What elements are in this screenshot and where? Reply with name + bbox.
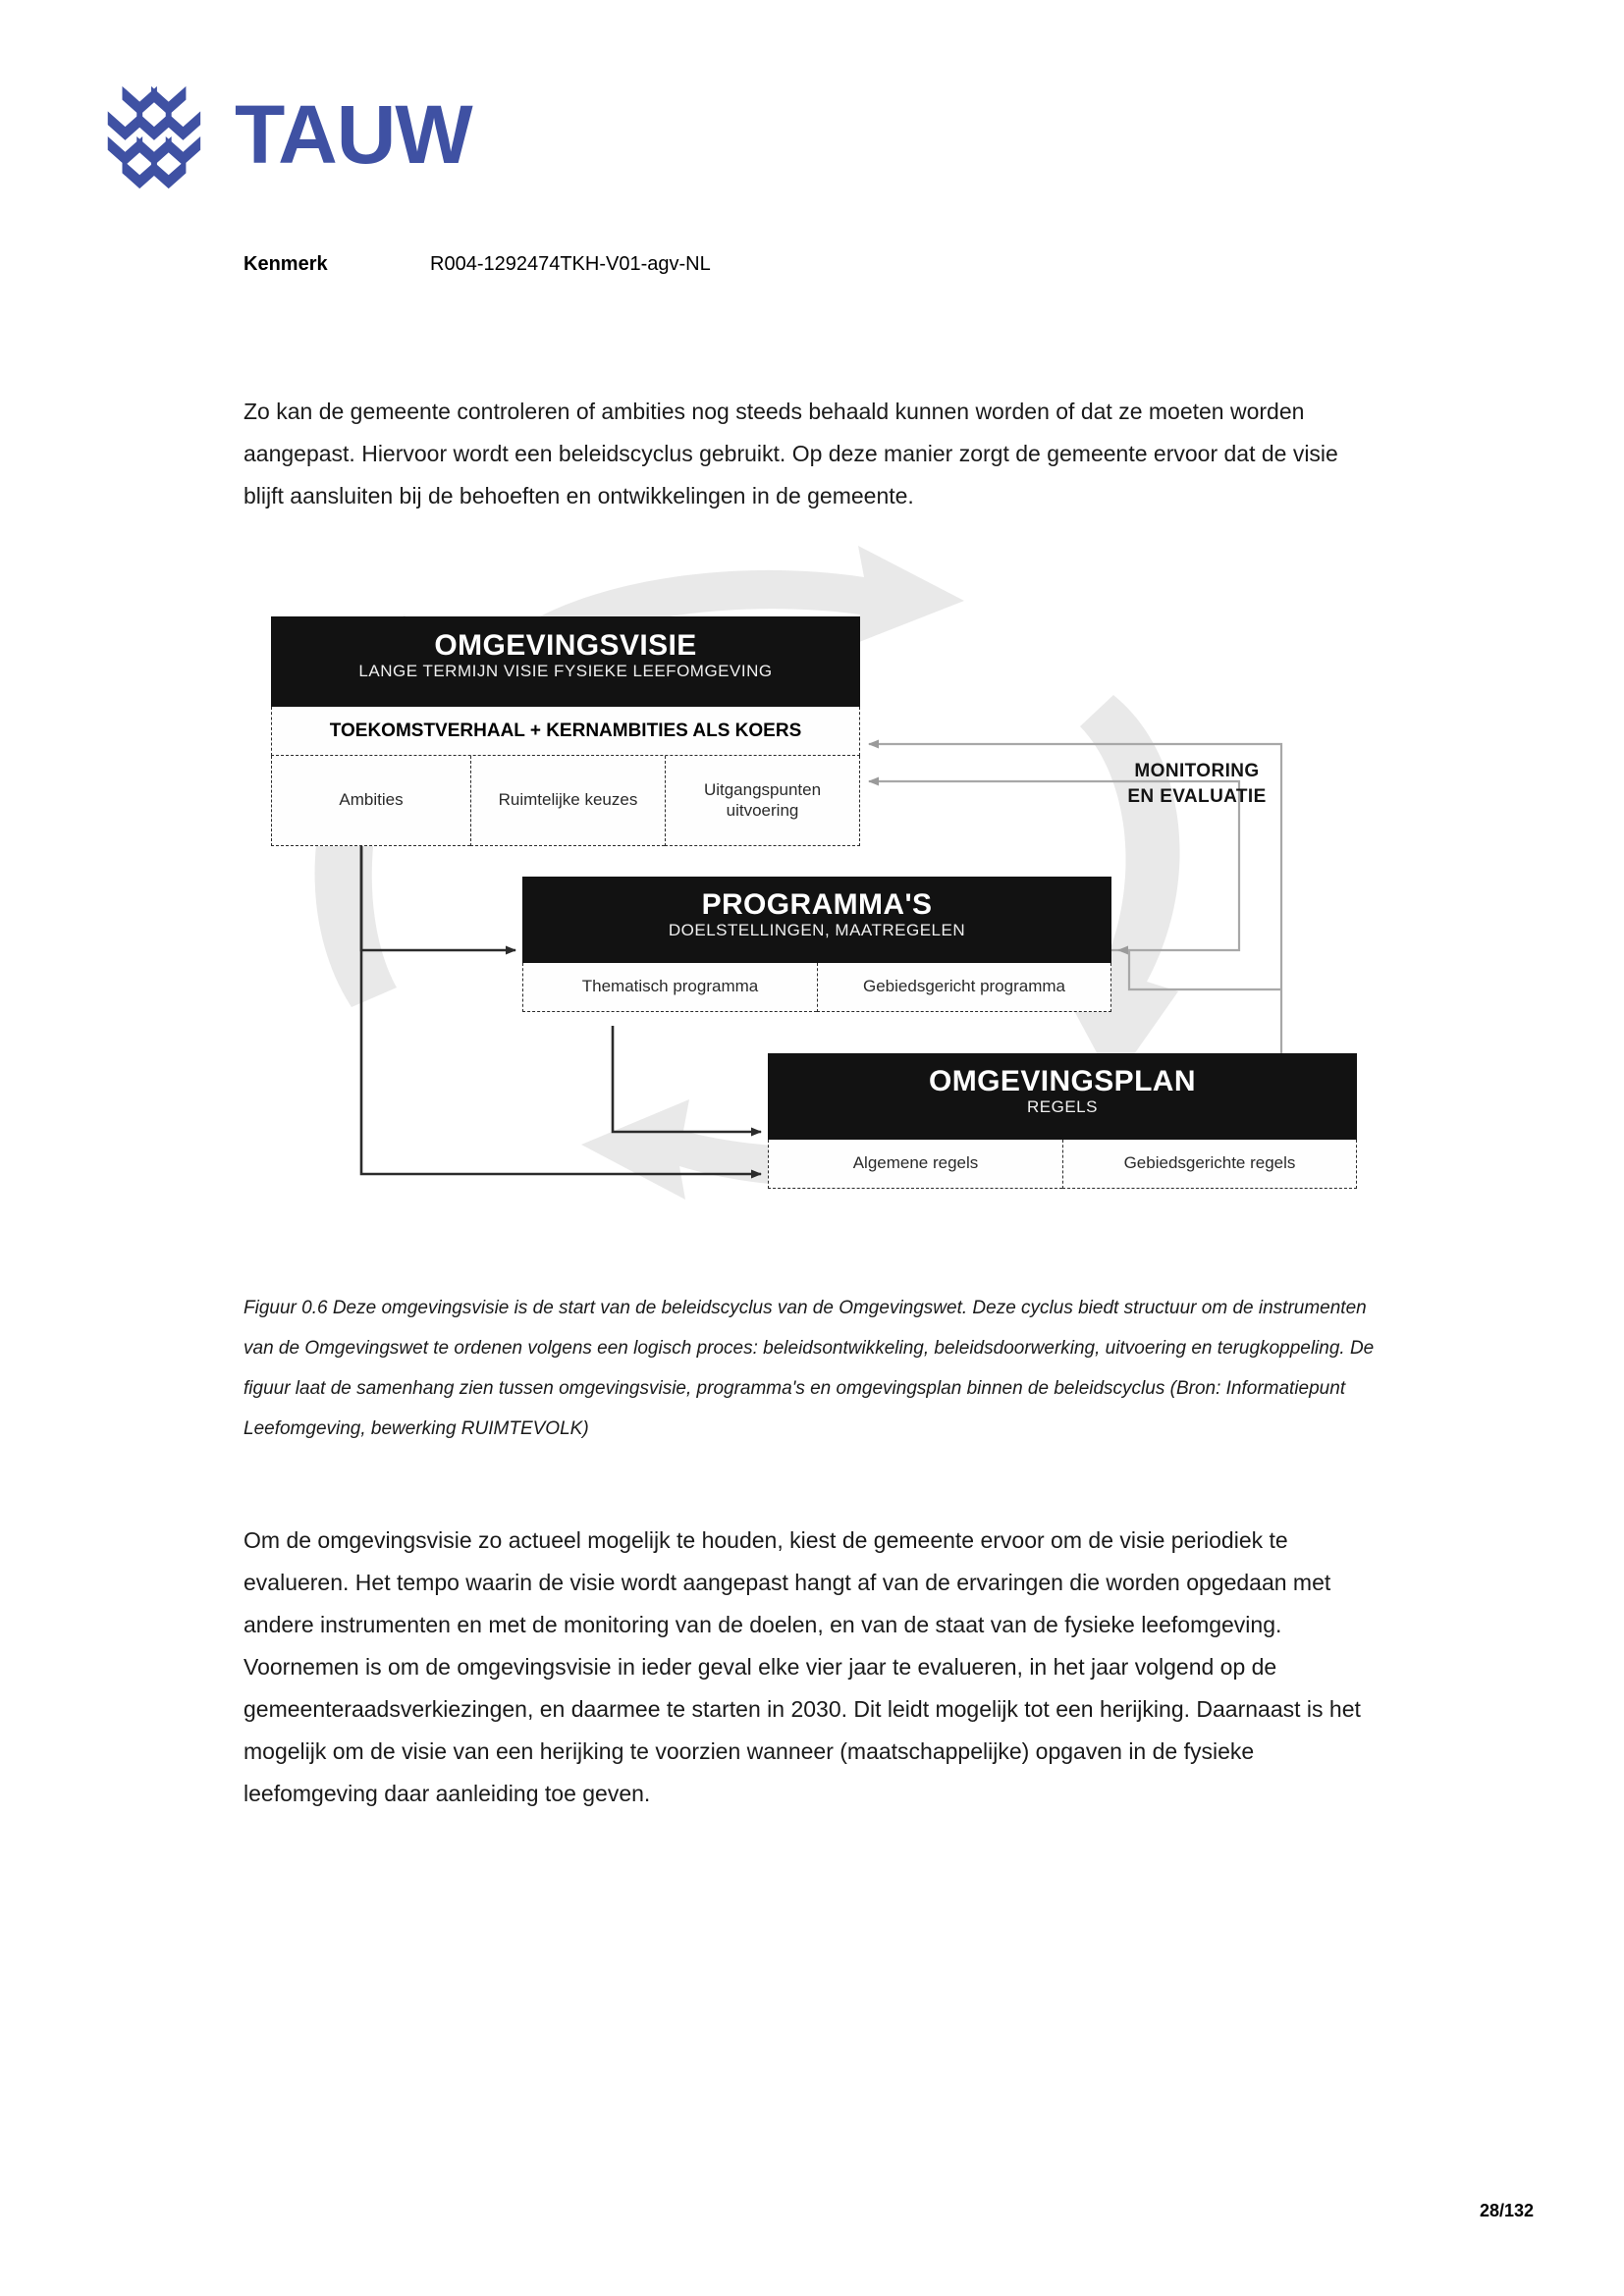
kenmerk-value: R004-1292474TKH-V01-agv-NL — [430, 253, 711, 275]
monitoring-line-2: EN EVALUATIE — [1127, 785, 1267, 807]
programmas-subtitle: DOELSTELLINGEN, MAATREGELEN — [668, 921, 966, 940]
paragraph-intro: Zo kan de gemeente controleren of ambities nog steeds behaald kunnen worden of dat ze moeten worden aangepast. Hiervoor wordt een beleidscyclus gebruikt. Op deze manier zorgt de gemeente ervoor dat de visie blijft aansluiten bij de behoeften en ontwikkelingen in de gemeente. — [244, 399, 1338, 508]
omgevingsplan-header — [768, 1053, 1357, 1140]
omgevingsvisie-subtitle: LANGE TERMIJN VISIE FYSIEKE LEEFOMGEVING — [358, 662, 773, 681]
omgevingsplan-subtitle: REGELS — [1027, 1097, 1098, 1117]
monitoring-line-1: MONITORING — [1134, 761, 1260, 781]
tauw-lattice-logo-icon — [93, 77, 209, 192]
programmas-header — [522, 877, 1111, 963]
cell-algemene-regels: Algemene regels — [768, 1140, 1062, 1189]
figure-caption: Figuur 0.6 Deze omgevingsvisie is de start van de beleidscyclus van de Omgevingswet. Deze cyclus biedt structuur om de instrumenten van de Omgevingswet te ordenen volgens een logisch proces: beleidsontwikkeling, beleidsdoorwerking, uitvoering en terugkoppeling. De figuur laat de samenhang zien tussen omgevingsvisie, programma's en omgevingsplan binnen de beleidscyclus (Bron: Informatiepunt Leefomgeving, bewerking RUIMTEVOLK) — [244, 1298, 1375, 1439]
cell-uitgangspunten-uitvoering: Uitgangspunten uitvoering — [665, 756, 860, 846]
programmas-cells — [522, 963, 1111, 1012]
kenmerk-label: Kenmerk — [244, 253, 328, 275]
cell-ambities: Ambities — [271, 756, 470, 846]
page-number: 28/132 — [1479, 2201, 1534, 2220]
omgevingsvisie-band: TOEKOMSTVERHAAL + KERNAMBITIES ALS KOERS — [271, 707, 860, 756]
diagram-box-omgevingsvisie — [271, 616, 860, 846]
brand-logo — [93, 77, 472, 192]
omgevingsvisie-header — [271, 616, 860, 707]
omgevingsplan-cells — [768, 1140, 1357, 1189]
cell-ruimtelijke-keuzes: Ruimtelijke keuzes — [470, 756, 665, 846]
cell-gebiedsgericht-programma: Gebiedsgericht programma — [817, 963, 1111, 1012]
omgevingsplan-title: OMGEVINGSPLAN — [929, 1065, 1196, 1097]
diagram-box-programmas — [522, 877, 1111, 1012]
programmas-title: PROGRAMMA'S — [701, 888, 933, 921]
diagram-box-omgevingsplan — [768, 1053, 1357, 1189]
brand-wordmark: TAUW — [235, 88, 472, 181]
paragraph-outro: Om de omgevingsvisie zo actueel mogelijk te houden, kiest de gemeente ervoor om de visie periodiek te evalueren. Het tempo waarin de visie wordt aangepast hangt af van de ervaringen die worden opgedaan met andere instrumenten en met de monitoring van de doelen, en van de staat van de fysieke leefomgeving. Voornemen is om de omgevingsvisie in ieder geval elke vier jaar te evalueren, in het jaar volgend op de gemeenteraadsverkiezingen, en daarmee te starten in 2030. Dit leidt mogelijk tot een herijking. Daarnaast is het mogelijk om de visie van een herijking te voorzien wanneer (maatschappelijke) opgaven in de fysieke leefomgeving daar aanleiding toe geven. — [244, 1527, 1361, 1806]
kenmerk-row — [244, 253, 711, 276]
omgevingsvisie-cells — [271, 756, 860, 846]
monitoring-evaluatie-label — [1094, 759, 1300, 809]
cell-gebiedsgerichte-regels: Gebiedsgerichte regels — [1062, 1140, 1357, 1189]
omgevingsvisie-title: OMGEVINGSVISIE — [434, 629, 697, 662]
cell-thematisch-programma: Thematisch programma — [522, 963, 817, 1012]
beleidscyclus-diagram — [257, 538, 1386, 1255]
